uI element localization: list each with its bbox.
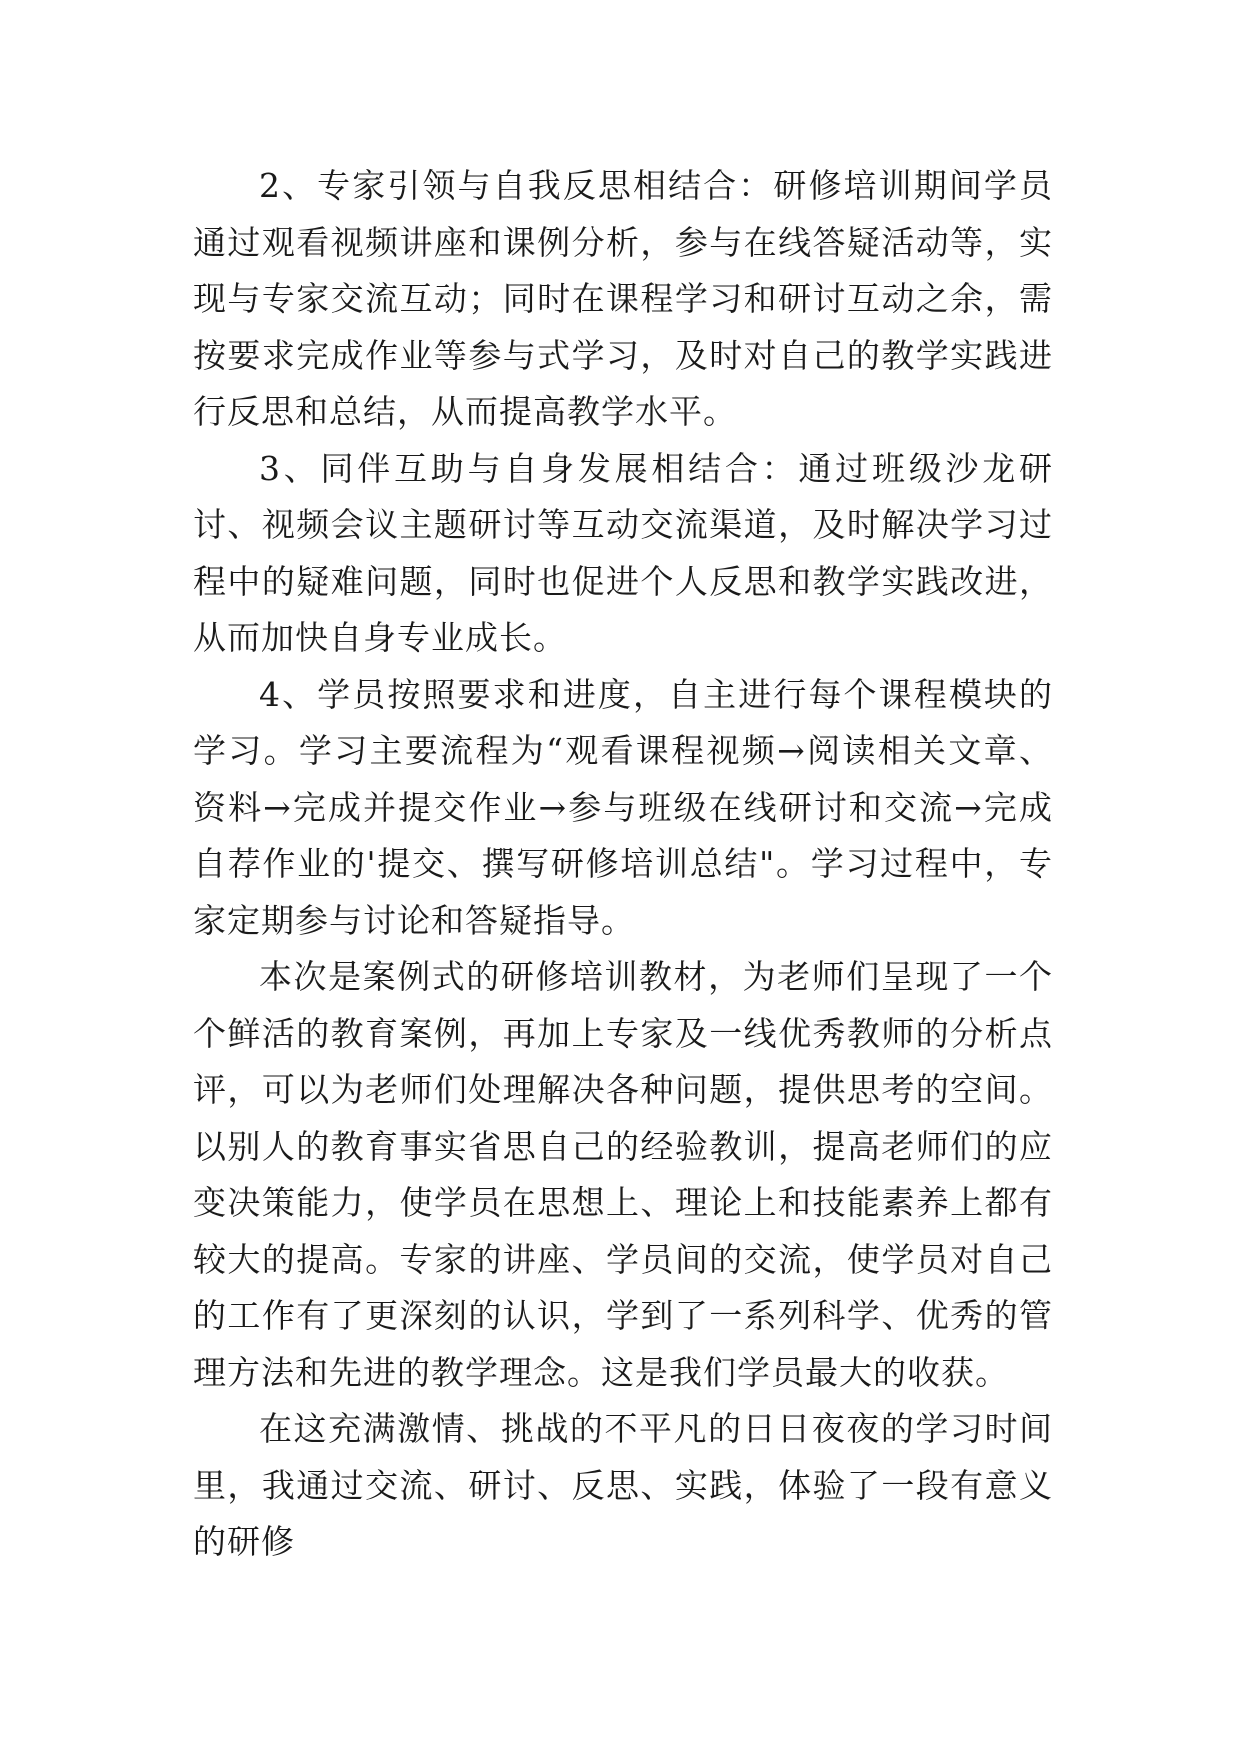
paragraph-peer-support: 3、同伴互助与自身发展相结合：通过班级沙龙研讨、视频会议主题研讨等互动交流渠道，及时解决学习过程中的疑难问题，同时也促进个人反思和教学实践改进，从而加快自身专业成长。 [193,448,1053,657]
paragraph-reflection: 在这充满激情、挑战的不平凡的日日夜夜的学习时间里，我通过交流、研讨、反思、实践，体验了一段有意义的研修 [193,1409,1053,1561]
paragraph-expert-guidance: 2、专家引领与自我反思相结合：研修培训期间学员通过观看视频讲座和课例分析，参与在线答疑活动等，实现与专家交流互动；同时在课程学习和研讨互动之余，需按要求完成作业等参与式学习，及时对自己的教学实践进行反思和总结，从而提高教学水平。 [193,166,1053,431]
document-body [193,158,1053,1571]
paragraph-case-materials: 本次是案例式的研修培训教材，为老师们呈现了一个个鲜活的教育案例，再加上专家及一线优秀教师的分析点评，可以为老师们处理解决各种问题，提供思考的空间。以别人的教育事实省思自己的经验教训，提高老师们的应变决策能力，使学员在思想上、理论上和技能素养上都有较大的提高。专家的讲座、学员间的交流，使学员对自己的工作有了更深刻的认识，学到了一系列科学、优秀的管理方法和先进的教学理念。这是我们学员最大的收获。 [193,957,1053,1392]
paragraph-learning-process: 4、学员按照要求和进度，自主进行每个课程模块的学习。学习主要流程为“观看课程视频→阅读相关文章、资料→完成并提交作业→参与班级在线研讨和交流→完成自荐作业的'提交、撰写研修培训总结"。学习过程中，专家定期参与讨论和答疑指导。 [193,674,1053,940]
